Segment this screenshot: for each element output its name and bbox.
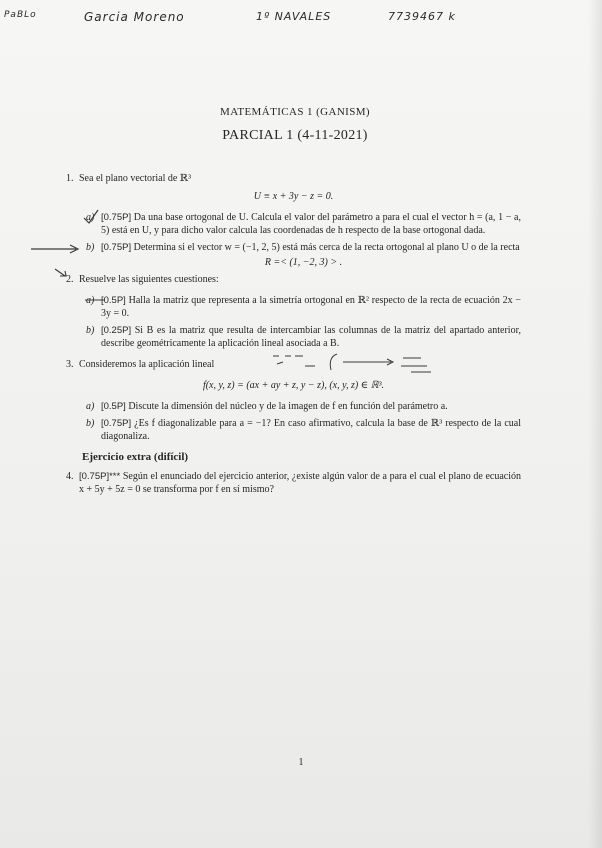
question-part-2a <box>86 294 521 320</box>
exam-header <box>0 106 602 144</box>
question-4 <box>66 470 521 496</box>
question-text: Resuelve las siguientes cuestiones: <box>79 274 219 285</box>
part-label: a) <box>86 212 95 223</box>
question-number: 2. <box>66 274 74 285</box>
part-points: [0.25P] <box>101 325 132 336</box>
exam-title: PARCIAL 1 (4-11-2021) <box>222 128 368 143</box>
handwritten-dni: 7739467 k <box>388 10 456 23</box>
question-part-1b <box>86 241 521 269</box>
question-parts <box>86 211 521 269</box>
part-label: a) <box>86 295 95 306</box>
part-text: ¿Es f diagonalizable para a = −1? En caso afirmativo, calcula la base de ℝ³ respecto de la cual diagonaliza. <box>101 418 522 442</box>
question-text: Sea el plano vectorial de ℝ³ <box>79 173 192 184</box>
question-text: Consideremos la aplicación lineal <box>79 359 215 370</box>
part-points: [0.75P]*** <box>79 471 121 482</box>
part-text: Da una base ortogonal de U. Calcula el valor del parámetro a para el cual el vector h = (a, 1 − a, 5) está en U, y para dicho valor calcula las coordenadas de h respecto de la base ortogonal dada. <box>101 212 521 236</box>
question-2 <box>66 273 521 350</box>
question-1 <box>66 172 521 269</box>
part-points: [0.75P] <box>101 418 132 429</box>
question-part-1a <box>86 211 521 237</box>
course-name: MATEMÁTICAS 1 (GANISM) <box>220 106 370 118</box>
part-label: b) <box>86 242 95 253</box>
part-label: b) <box>86 418 95 429</box>
part-points: [0.75P] <box>101 212 132 223</box>
line-equation: R =< (1, −2, 3) > . <box>264 257 343 268</box>
question-number: 4. <box>66 471 74 482</box>
handwritten-strike <box>84 297 106 303</box>
part-text: Halla la matriz que representa a la simetría ortogonal en ℝ² respecto de la recta de ecuación 2x − 3y = 0. <box>101 295 522 319</box>
plane-equation: U ≡ x + 3y − z = 0. <box>253 191 334 202</box>
question-3 <box>66 358 521 443</box>
question-parts <box>86 294 521 350</box>
handwritten-name: PaBLo <box>4 10 37 20</box>
extra-exercise-heading: Ejercicio extra (difícil) <box>82 451 189 463</box>
part-text: Determina si el vector w = (−1, 2, 5) está más cerca de la recta ortogonal al plano U o de la recta <box>133 242 520 253</box>
part-points: [0.5P] <box>101 295 126 306</box>
part-points: [0.75P] <box>101 242 132 253</box>
question-number: 1. <box>66 173 74 184</box>
handwritten-group: 1º NAVALES <box>256 10 332 23</box>
handwritten-scribbles <box>271 352 441 380</box>
part-label: b) <box>86 325 95 336</box>
question-part-3b <box>86 417 521 443</box>
part-label: a) <box>86 401 95 412</box>
page-number: 1 <box>298 757 304 768</box>
question-text: Según el enunciado del ejercicio anterior, ¿existe algún valor de a para el cual el plano de ecuación x + 5y + 5z = 0 se transforma por f en sí mismo? <box>79 471 521 495</box>
question-parts <box>86 400 521 443</box>
linear-map-equation: f(x, y, z) = (ax + ay + z, y − z), (x, y, z) ∈ ℝ³. <box>202 380 385 391</box>
handwritten-surname: Garcia Moreno <box>84 10 185 24</box>
part-text: Si B es la matriz que resulta de intercambiar las columnas de la matriz del apartado anterior, describe geométricamente la aplicación lineal asociada a B. <box>101 325 522 349</box>
handwritten-header <box>0 10 602 40</box>
question-part-3a <box>86 400 521 413</box>
handwritten-check-mark <box>82 209 100 225</box>
question-number: 3. <box>66 359 74 370</box>
exam-content <box>66 172 521 496</box>
handwritten-arrow <box>30 243 88 255</box>
handwritten-arrow <box>54 267 68 279</box>
question-part-2b <box>86 324 521 350</box>
part-points: [0.5P] <box>101 401 126 412</box>
part-text: Discute la dimensión del núcleo y de la imagen de f en función del parámetro a. <box>128 401 448 412</box>
